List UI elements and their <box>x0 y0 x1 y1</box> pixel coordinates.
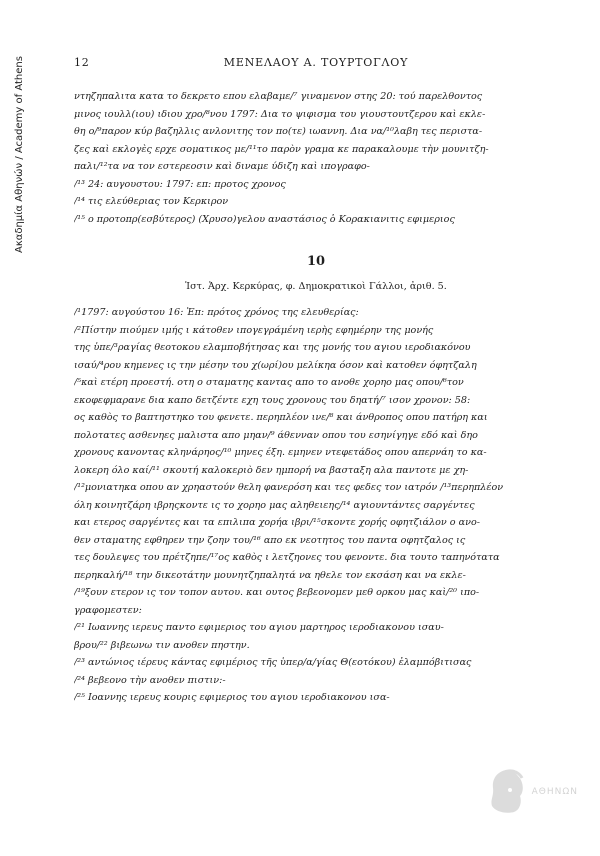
source-citation: Ἱστ. Ἀρχ. Κερκύρας, φ. Δημοκρατικοὶ Γάλλοι, ἀριθ. 5. <box>185 281 447 292</box>
text-line: λοκερη όλο καί/¹¹ σκουτή καλοκεριὸ δεν ημπορή να βασταξη αλα παντοτε με χη- <box>74 464 469 476</box>
document-number: 10 <box>306 254 326 269</box>
text-line: θεν σταματης εφθηρεν την ζοην του/¹⁶ απο εκ νεοτητος του παντα οφητζαλος ις <box>74 534 466 546</box>
document-body <box>74 304 558 707</box>
document-page <box>74 56 558 707</box>
text-line: /¹⁹ξουν ετερον ις τον τοπον αυτου. και ουτος βεβεονομεν μεθ ορκου μας καὶ/²⁰ ιπο- <box>74 587 480 598</box>
text-line: περηκαλή/¹⁸ την δικεοτάτην μουνητζηπαλητά να ηθελε τον εκσάση και να εκλε- <box>74 569 466 581</box>
continued-text <box>74 88 558 228</box>
text-line: /¹⁴ τις ελεύθεριας τον Κερκιρον <box>74 196 229 207</box>
text-line: χρονους κανοντας κληνάρηος/¹⁰ μηνες έξη. εμηνεν ντεφετάδος οπου απερνάη το κα- <box>74 447 487 458</box>
text-line: της ὑπε/³ραγίας θεοτοκου ελαμποβήτησας και της μονής του αγιου ιεροδιακόνου <box>74 342 471 353</box>
text-line: και ετερος σαργέντες και τα επιλιπα χορήα ιβρι/¹⁵σκοντε χορής οφητζιάλον ο ανο- <box>74 517 480 528</box>
text-line: εκοφεφμαρανε δια καπο δετζέντε εχη τους χρονους του δηατή/⁷ ισον χρονον: 58: <box>74 394 471 406</box>
text-line: /¹⁵ ο προτοπρ(εσβύτερος) (Χρυσο)γελου αναστάσιος ὁ Κορακιανιτις εφιμεριος <box>74 213 455 225</box>
text-line: πολοτατες ασθενηες μαλιστα απο μηαν/⁹ άθενναν οπου του εσηνίγηγε εδό καὶ δηο <box>74 429 478 441</box>
text-line: ντηζηπαλιτα κατα το δεκρετο επου ελαβαμε/⁷ γιναμενον στης 20: τού παρελθοντος <box>74 91 483 102</box>
athena-head-icon <box>484 766 528 818</box>
text-line: /²⁵ Ιοαννης ιερευς κουρις εφιμεριος του αγιου ιεροδιακονου ισα- <box>74 692 390 703</box>
text-line: /¹³ 24: αυγουστου: 1797: επ: προτος χρονος <box>74 178 286 190</box>
archive-side-note: Ακαδημία Αθηνών / Academy of Athens <box>14 56 25 254</box>
text-line: /²⁴ βεβεονο τὴν ανοθεν πιστιν:- <box>74 674 226 686</box>
text-line: όλη κοινητζάρη ιβρηςκοντε ις το χορηο μας αληθειεης/¹⁴ αγιουντάντες σαργέντες <box>74 499 475 511</box>
text-line: /⁵καὶ ετέρη προεστή. οτη ο σταματης καντας απο το ανοθε χορηο μας οπου/⁶τον <box>74 377 464 388</box>
text-line: ισαύ/⁴ρου κημενες ις την μέσην του χ(ωρί)ου μελίκηα όσον καὶ κατοθεν όφητζαλη <box>74 359 477 371</box>
text-line: /²¹ Ιωαννης ιερευς παντο εφιμεριος του αγιου μαρτηρος ιεροδιακονου ισαυ- <box>74 622 444 633</box>
running-title: ΜΕΝΕΛΑΟΥ Α. ΤΟΥΡΤΟΓΛΟΥ <box>223 56 409 69</box>
text-line: /²³ αντώνιος ιέρευς κάντας εφιμέριος τῆς ὑπερ/α/γίας Θ(εοτόκου) ἐλαμπόβιτισας <box>74 657 472 668</box>
text-line: βρου/²² βιβεωνω τιν ανοθεν πηστην. <box>74 639 250 651</box>
text-line: ος καθὸς το βαπτηστηκο του φενετε. περηπλέον ινε/⁸ και άνθροπος οπου πατήρη και <box>74 412 488 423</box>
academy-watermark <box>484 766 578 818</box>
text-line: θη ο/⁹παρον κύρ βαζηλλις ανλονιτης τον πο(τε) ιωαννη. Δια να/¹⁰λαβη τες περιστα- <box>74 126 483 137</box>
text-line: τες δουλεψες του πρέτζηπε/¹⁷ος καθὸς ι λετζηονες του φενοντε. δια τουτο ταπηνότατα <box>74 552 500 563</box>
text-line: /¹1797: αυγούστου 16: Ἐπ: πρότος χρόνος της ελευθερίας: <box>74 307 359 318</box>
text-line: ζες καὶ εκλογὲς ερχε σοματικος με/¹¹το παρὸν γραμα κε παρακαλουμε τὴν μουνιτζη- <box>74 143 489 155</box>
text-line: /²Πίστην πιούμεν ιμής ι κάτοθεν ιπογεγράμένη ιερὴς εφημέρην της μονής <box>74 324 434 336</box>
text-line: παλι/¹²τα να τον εστερεοσιν καὶ διναμε ύδιζη καὶ ιπογραφο- <box>74 161 370 172</box>
page-header <box>74 56 558 78</box>
page-number: 12 <box>74 56 90 69</box>
text-line: γραφομεστεν: <box>74 604 142 616</box>
watermark-label: ΑΘΗΝΩΝ <box>531 787 578 797</box>
text-line: μινος ιουλλ(ιου) ιδιου χρο/⁸νου 1797: Δια το ψιφισμα του γιουστουτζερου καὶ εκλε- <box>74 108 486 120</box>
text-line: /¹²μονιατηκα οπου αν χρηαστούν θελη φανερόση και τες φεδες τον ιατρόν /¹³περηπλέον <box>74 482 504 493</box>
